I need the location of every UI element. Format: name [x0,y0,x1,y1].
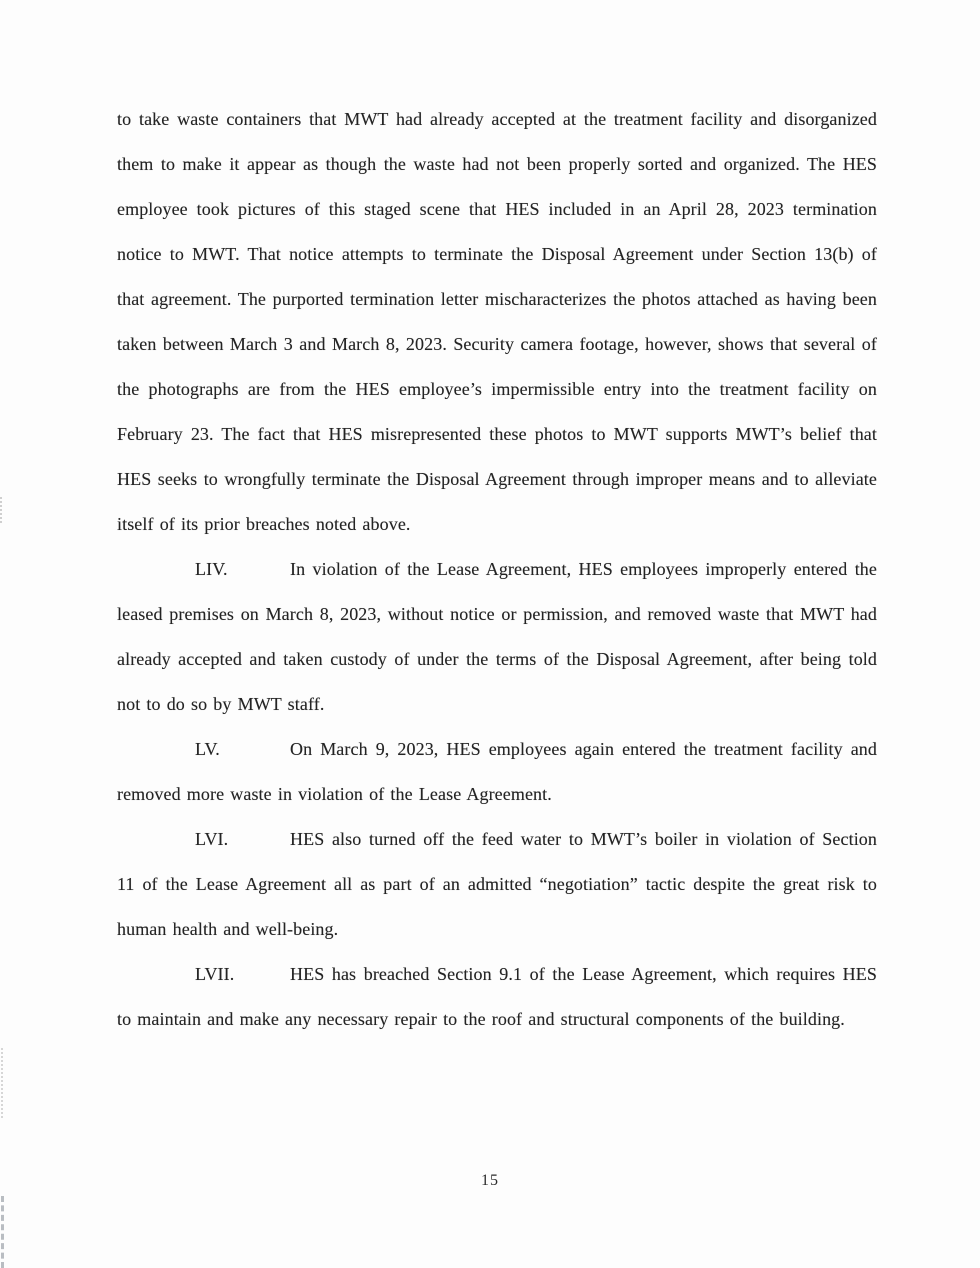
paragraph-number: LVI. [195,829,229,849]
paragraph-text: On March 9, 2023, HES employees again entered the treatment facility and removed more waste in violation of the Lease Agreement. [117,739,877,804]
paragraph-number: LV. [195,739,220,759]
paragraph-text: HES also turned off the feed water to MWT’s boiler in violation of Section 11 of the Lease Agreement all as part of an admitted “negotiation” tactic despite the great risk to human health and well-being. [117,829,877,939]
paragraph-text: HES has breached Section 9.1 of the Lease Agreement, which requires HES to maintain and make any necessary repair to the roof and structural components of the building. [117,964,877,1029]
paragraph-number: LIV. [195,559,228,579]
page-number: 15 [481,1172,499,1189]
paragraph-text: In violation of the Lease Agreement, HES employees improperly entered the leased premises on March 8, 2023, without notice or permission, and removed waste that MWT had already accepted and taken custody of under the terms of the Disposal Agreement, after being told not to do so by MWT staff. [117,559,877,714]
scan-artifact [0,497,8,523]
document-body [117,97,877,1042]
paragraph-liv [117,547,877,727]
paragraph-lvi [117,817,877,952]
paragraph-lv [117,727,877,817]
scan-artifact [1,1196,8,1268]
paragraph-lvii [117,952,877,1042]
paragraph-continuation: to take waste containers that MWT had already accepted at the treatment facility and disorganized them to make it appear as though the waste had not been properly sorted and organized. The HES employee took pictures of this staged scene that HES included in an April 28, 2023 termination notice to MWT. That notice attempts to terminate the Disposal Agreement under Section 13(b) of that agreement. The purported termination letter mischaracterizes the photos attached as having been taken between March 3 and March 8, 2023. Security camera footage, however, shows that several of the photographs are from the HES employee’s impermissible entry into the treatment facility on February 23. The fact that HES misrepresented these photos to MWT supports MWT’s belief that HES seeks to wrongfully terminate the Disposal Agreement through improper means and to alleviate itself of its prior breaches noted above. [117,109,877,534]
scan-artifact [1,1048,7,1118]
paragraph-number: LVII. [195,964,235,984]
